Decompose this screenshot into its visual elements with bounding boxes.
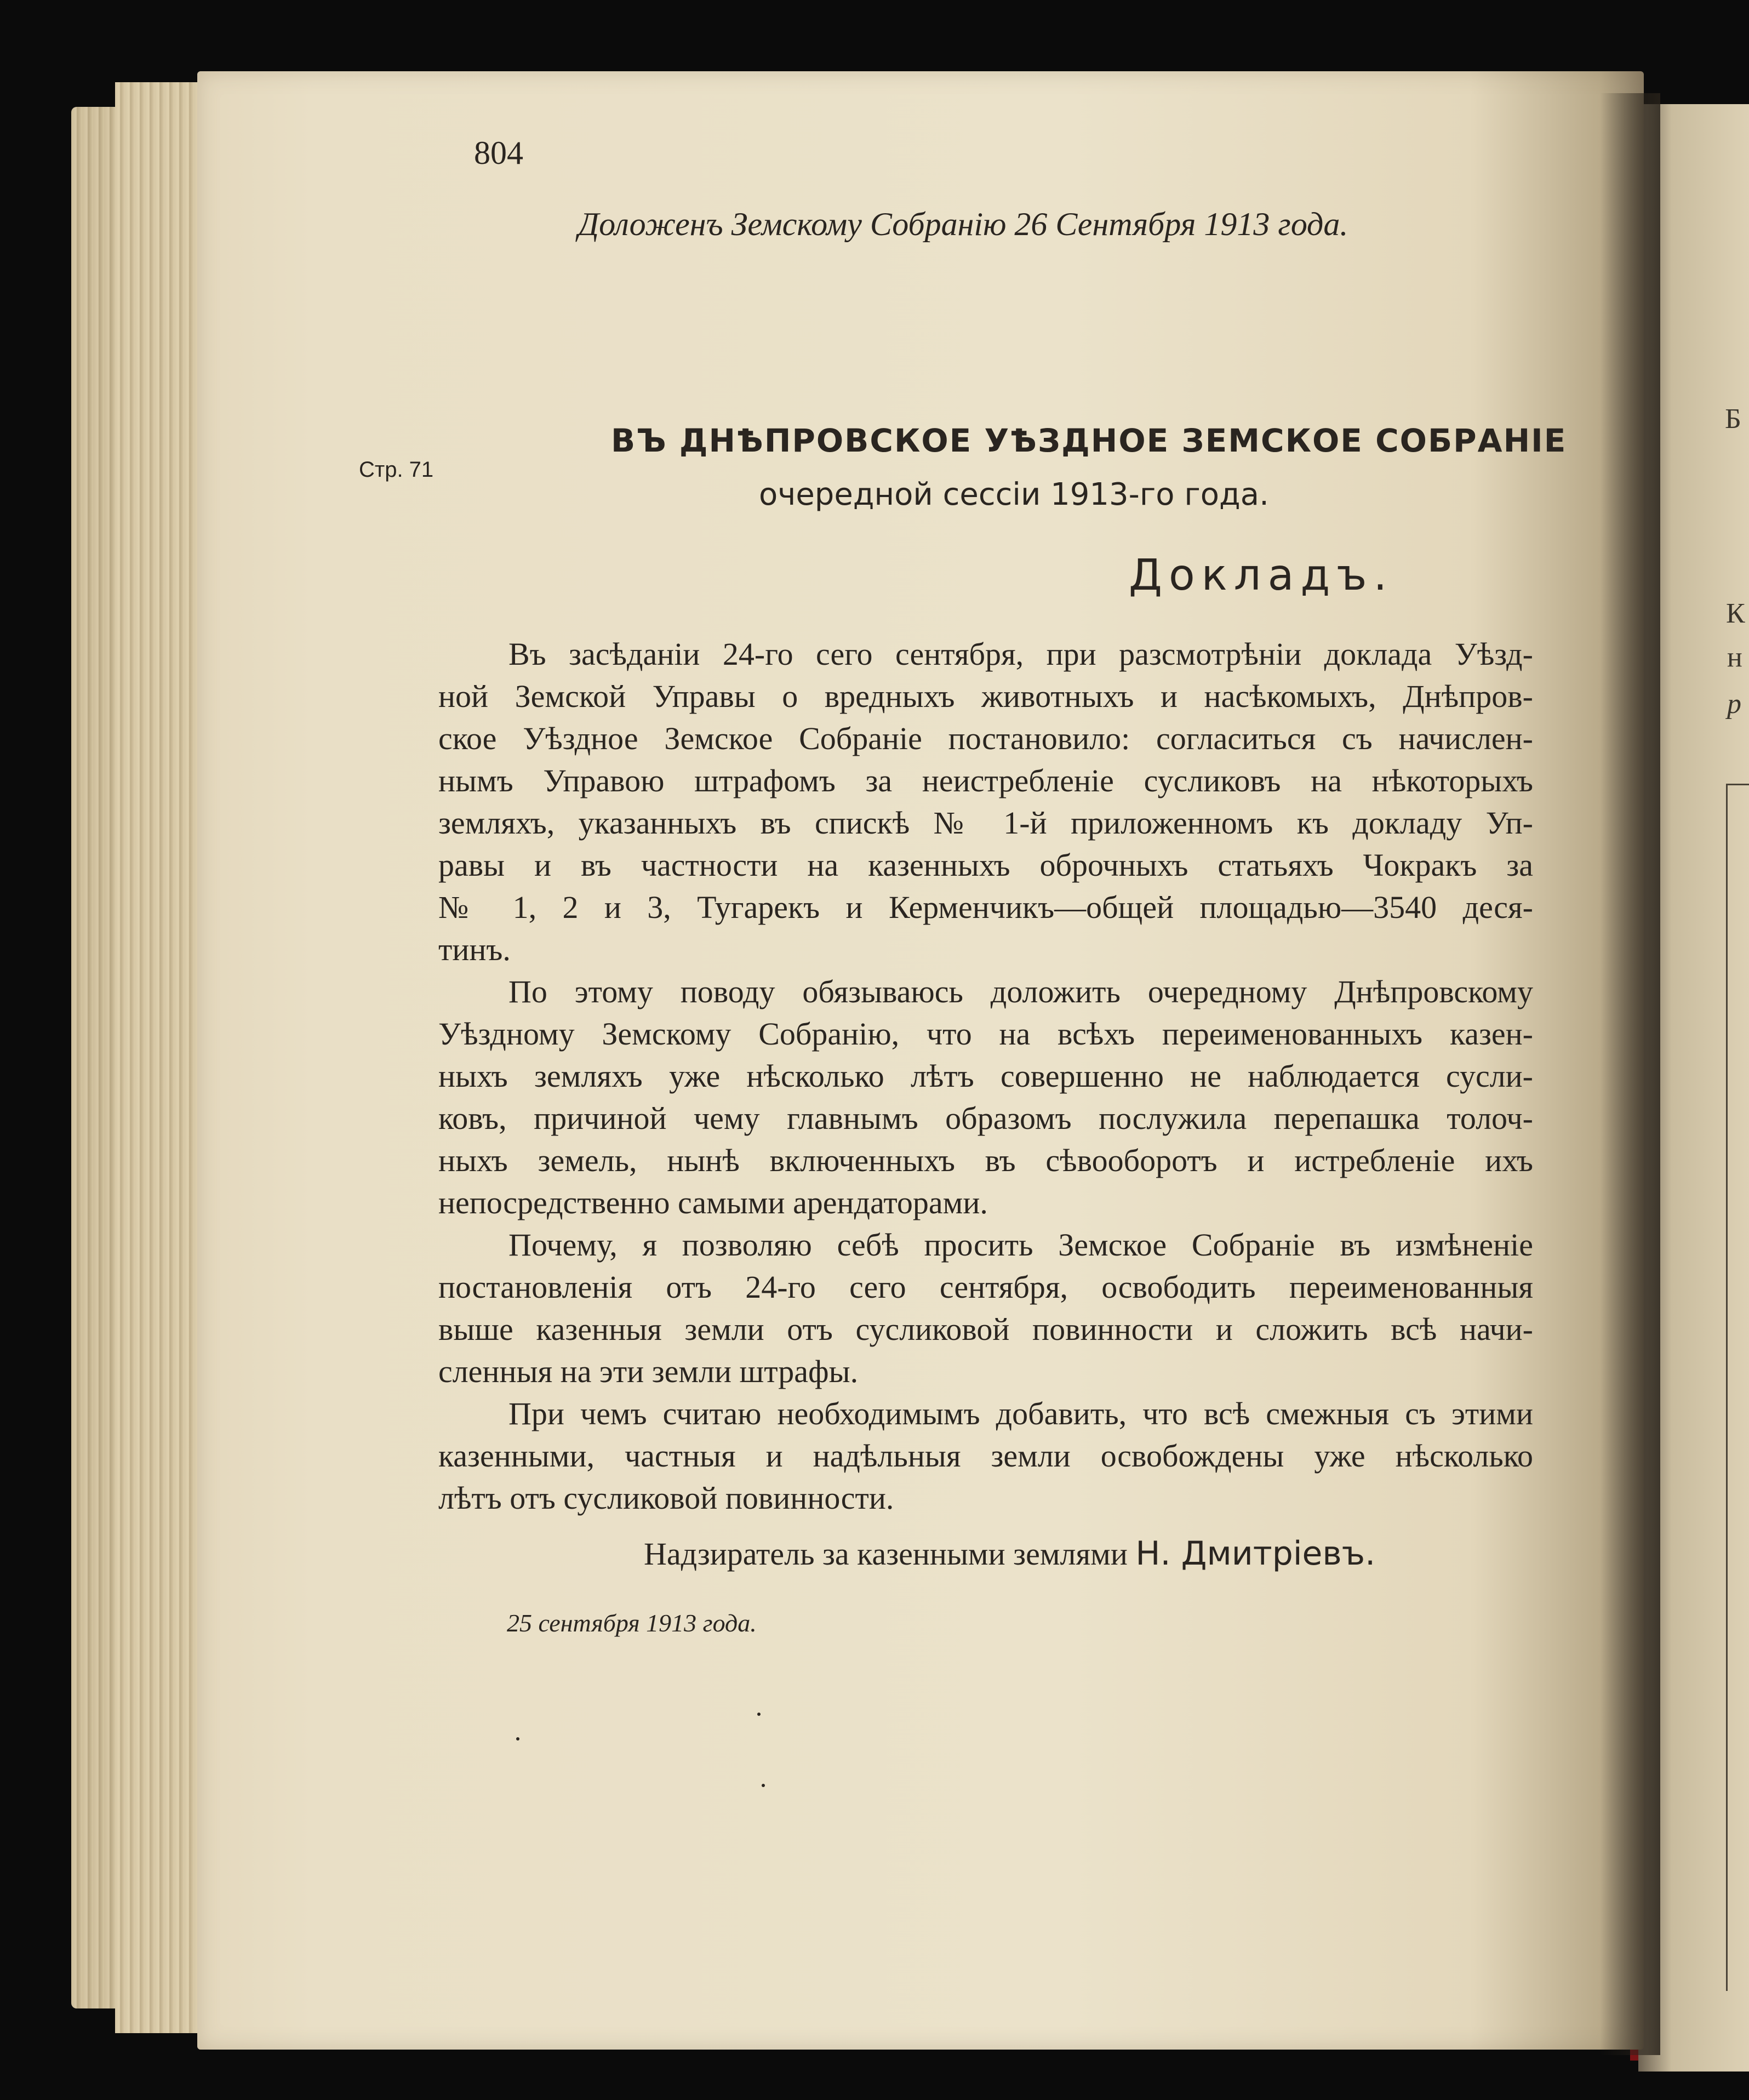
text-line: казенными, частныя и надѣльныя земли освобождены уже нѣсколько xyxy=(438,1438,1533,1474)
margin-note: Стр. 71 xyxy=(359,458,434,482)
text-line: ныхъ земляхъ уже нѣсколько лѣтъ совершенно не наблюдается сусли- xyxy=(438,1058,1533,1094)
page-number: 804 xyxy=(474,135,523,171)
paper-speck xyxy=(762,1784,765,1787)
text-line: лѣтъ отъ сусликовой повинности. xyxy=(438,1480,894,1516)
paragraph-1 xyxy=(438,633,1533,971)
text-line: При чемъ считаю необходимымъ добавить, что всѣ смежныя съ этими xyxy=(508,1396,1533,1431)
text-line: тинъ. xyxy=(438,932,511,967)
text-line: сленныя на эти земли штрафы. xyxy=(438,1354,859,1389)
text-line: ское Уѣздное Земское Собраніе постановило: согласиться съ начислен- xyxy=(438,721,1533,756)
text-line: равы и въ частности на казенныхъ оброчныхъ статьяхъ Чокракъ за xyxy=(438,847,1533,883)
text-line: Уѣздному Земскому Собранію, что на всѣхъ переименованныхъ казен- xyxy=(438,1016,1533,1052)
paragraph-3 xyxy=(438,1224,1533,1393)
document-date: 25 сентября 1913 года. xyxy=(507,1609,757,1637)
paragraph-4 xyxy=(438,1393,1533,1519)
right-page-fragment: К xyxy=(1726,598,1745,629)
signature-title: Надзиратель за казенными землями xyxy=(644,1536,1128,1572)
right-page-fragment: Б xyxy=(1725,403,1741,435)
right-page-fragment: р xyxy=(1727,688,1741,720)
page-header: Доложенъ Земскому Собранію 26 Сентября 1913 года. xyxy=(578,206,1348,242)
paragraph-2 xyxy=(438,971,1533,1224)
text-line: непосредственно самыми арендаторами. xyxy=(438,1185,988,1220)
text-line: Почему, я позволяю себѣ просить Земское Собраніе въ измѣненіе xyxy=(508,1227,1533,1263)
paper-speck xyxy=(757,1713,761,1716)
right-page-table-border xyxy=(1726,784,1749,1991)
text-line: № 1, 2 и 3, Тугарекъ и Керменчикъ—общей площадью—3540 деся- xyxy=(438,889,1533,925)
text-line: Въ засѣданіи 24-го сего сентября, при разсмотрѣніи доклада Уѣзд- xyxy=(508,636,1533,672)
document-subtitle: очередной сессіи 1913-го года. xyxy=(759,477,1269,512)
text-line: По этому поводу обязываюсь доложить очередному Днѣпровскому xyxy=(508,974,1533,1009)
gutter-shadow xyxy=(1600,93,1660,2055)
right-page-fragment: н xyxy=(1727,642,1742,673)
signature-name: Н. Дмитріевъ. xyxy=(1135,1534,1376,1573)
signature-block xyxy=(644,1534,1375,1573)
document-title: ВЪ ДНѢПРОВСКОЕ УѢЗДНОЕ ЗЕМСКОЕ СОБРАНІЕ xyxy=(611,422,1567,459)
text-line: ной Земской Управы о вредныхъ животныхъ и насѣкомыхъ, Днѣпров- xyxy=(438,678,1533,714)
text-line: ныхъ земель, нынѣ включенныхъ въ сѣвооборотъ и истребленіе ихъ xyxy=(438,1143,1533,1178)
report-heading: Докладъ. xyxy=(1129,551,1394,600)
text-line: ковъ, причиной чему главнымъ образомъ послужила перепашка толоч- xyxy=(438,1100,1533,1136)
paper-speck xyxy=(516,1737,519,1741)
text-line: постановленія отъ 24-го сего сентября, освободить переименованныя xyxy=(438,1269,1533,1305)
text-line: земляхъ, указанныхъ въ спискѣ № 1-й приложенномъ къ докладу Уп- xyxy=(438,805,1533,841)
text-line: выше казенныя земли отъ сусликовой повинности и сложить всѣ начи- xyxy=(438,1311,1533,1347)
text-line: нымъ Управою штрафомъ за неистребленіе сусликовъ на нѣкоторыхъ xyxy=(438,763,1533,798)
